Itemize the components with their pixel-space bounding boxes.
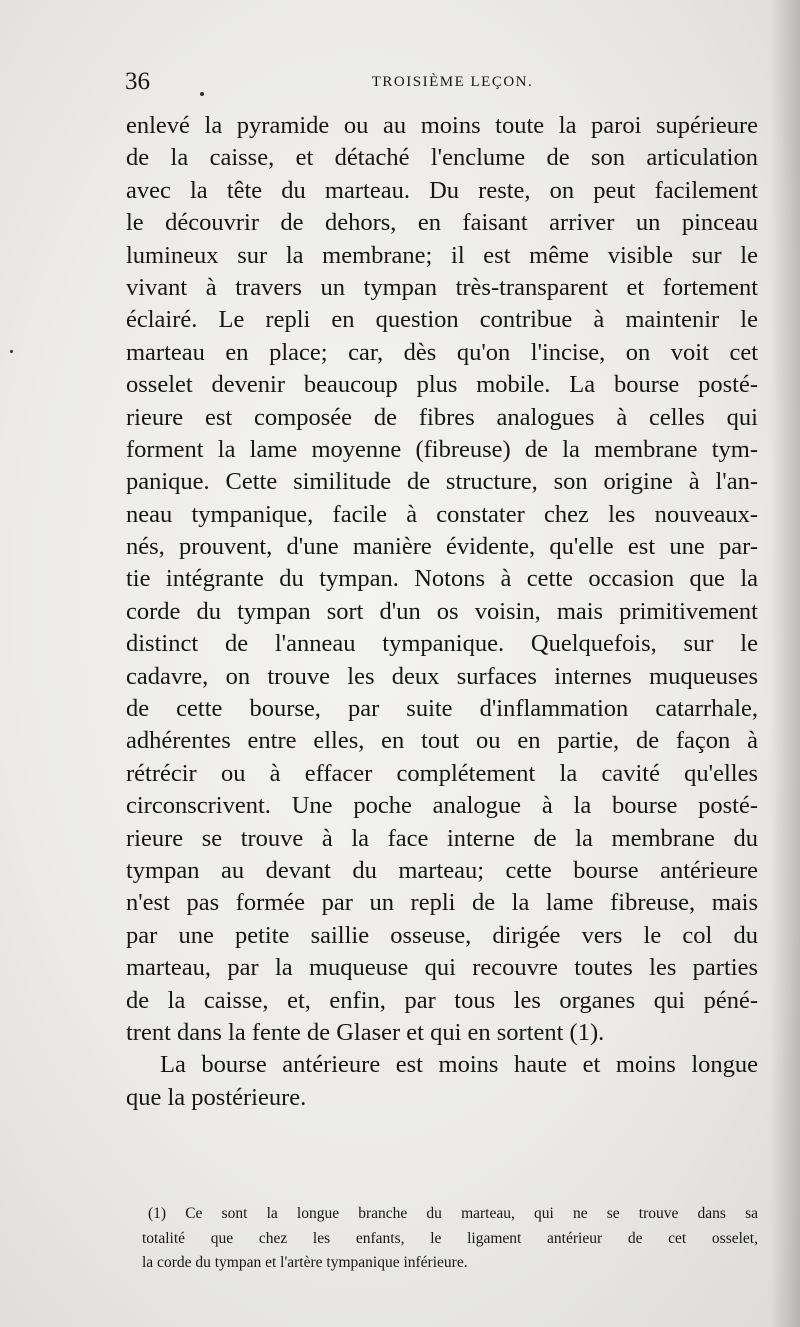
text-line: neau tympanique, facile à constater chez les nouveaux- <box>126 500 758 528</box>
text-line: tympan au devant du marteau; cette bourse antérieure <box>126 856 758 884</box>
text-line: nés, prouvent, d'une manière évidente, qu'elle est une par- <box>126 533 758 561</box>
body-paragraph <box>126 110 758 1114</box>
text-line: circonscrivent. Une poche analogue à la bourse posté- <box>126 792 758 820</box>
text-line: de la caisse, et détaché l'enclume de son articulation <box>126 144 758 172</box>
text-line: que la postérieure. <box>126 1083 307 1111</box>
text-line: osselet devenir beaucoup plus mobile. La bourse posté- <box>126 371 758 399</box>
text-line: panique. Cette similitude de structure, son origine à l'an- <box>126 468 758 496</box>
text-line: marteau en place; car, dès qu'on l'incise, on voit cet <box>126 338 758 366</box>
text-line: de cette bourse, par suite d'inflammation catarrhale, <box>126 695 758 723</box>
text-line: adhérentes entre elles, en tout ou en partie, de façon à <box>126 727 758 755</box>
text-line: corde du tympan sort d'un os voisin, mais primitivement <box>126 597 758 625</box>
text-line: rieure se trouve à la face interne de la membrane du <box>126 824 758 852</box>
footnote-line: la corde du tympan et l'artère tympanique inférieure. <box>142 1254 468 1271</box>
running-head: TROISIÈME LEÇON. <box>371 74 534 90</box>
text-line: le découvrir de dehors, en faisant arriver un pinceau <box>126 209 758 237</box>
text-line: lumineux sur la membrane; il est même visible sur le <box>126 241 758 269</box>
text-line: trent dans la fente de Glaser et qui en sortent (1). <box>126 1018 605 1046</box>
text-line: avec la tête du marteau. Du reste, on peut facilement <box>126 176 758 204</box>
text-line: de la caisse, et, enfin, par tous les organes qui péné- <box>126 986 758 1014</box>
text-line: par une petite saillie osseuse, dirigée vers le col du <box>126 921 758 949</box>
text-line: forment la lame moyenne (fibreuse) de la membrane tym- <box>126 435 758 463</box>
footnote-line: (1) Ce sont la longue branche du marteau, qui ne se trouve dans sa <box>148 1205 758 1222</box>
footnote <box>142 1202 758 1276</box>
text-line: enlevé la pyramide ou au moins toute la paroi supérieure <box>126 112 758 139</box>
text-line: La bourse antérieure est moins haute et moins longue <box>160 1051 758 1079</box>
text-line: cadavre, on trouve les deux surfaces internes muqueuses <box>126 662 758 690</box>
page-number: 36 <box>125 68 150 95</box>
text-line: rétrécir ou à effacer complétement la cavité qu'elles <box>126 759 758 787</box>
text-line: vivant à travers un tympan très-transparent et fortement <box>126 273 758 301</box>
text-line: tie intégrante du tympan. Notons à cette occasion que la <box>126 565 758 593</box>
text-line: rieure est composée de fibres analogues à celles qui <box>126 403 758 431</box>
text-line: n'est pas formée par un repli de la lame fibreuse, mais <box>126 889 758 917</box>
text-line: éclairé. Le repli en question contribue à maintenir le <box>126 306 758 334</box>
footnote-line: totalité que chez les enfants, le ligament antérieur de cet osselet, <box>142 1229 758 1247</box>
ink-speck <box>200 92 204 96</box>
text-line: distinct de l'anneau tympanique. Quelquefois, sur le <box>126 630 758 658</box>
text-line: marteau, par la muqueuse qui recouvre toutes les parties <box>126 954 758 982</box>
page-header <box>125 68 760 102</box>
ink-speck <box>10 350 13 353</box>
